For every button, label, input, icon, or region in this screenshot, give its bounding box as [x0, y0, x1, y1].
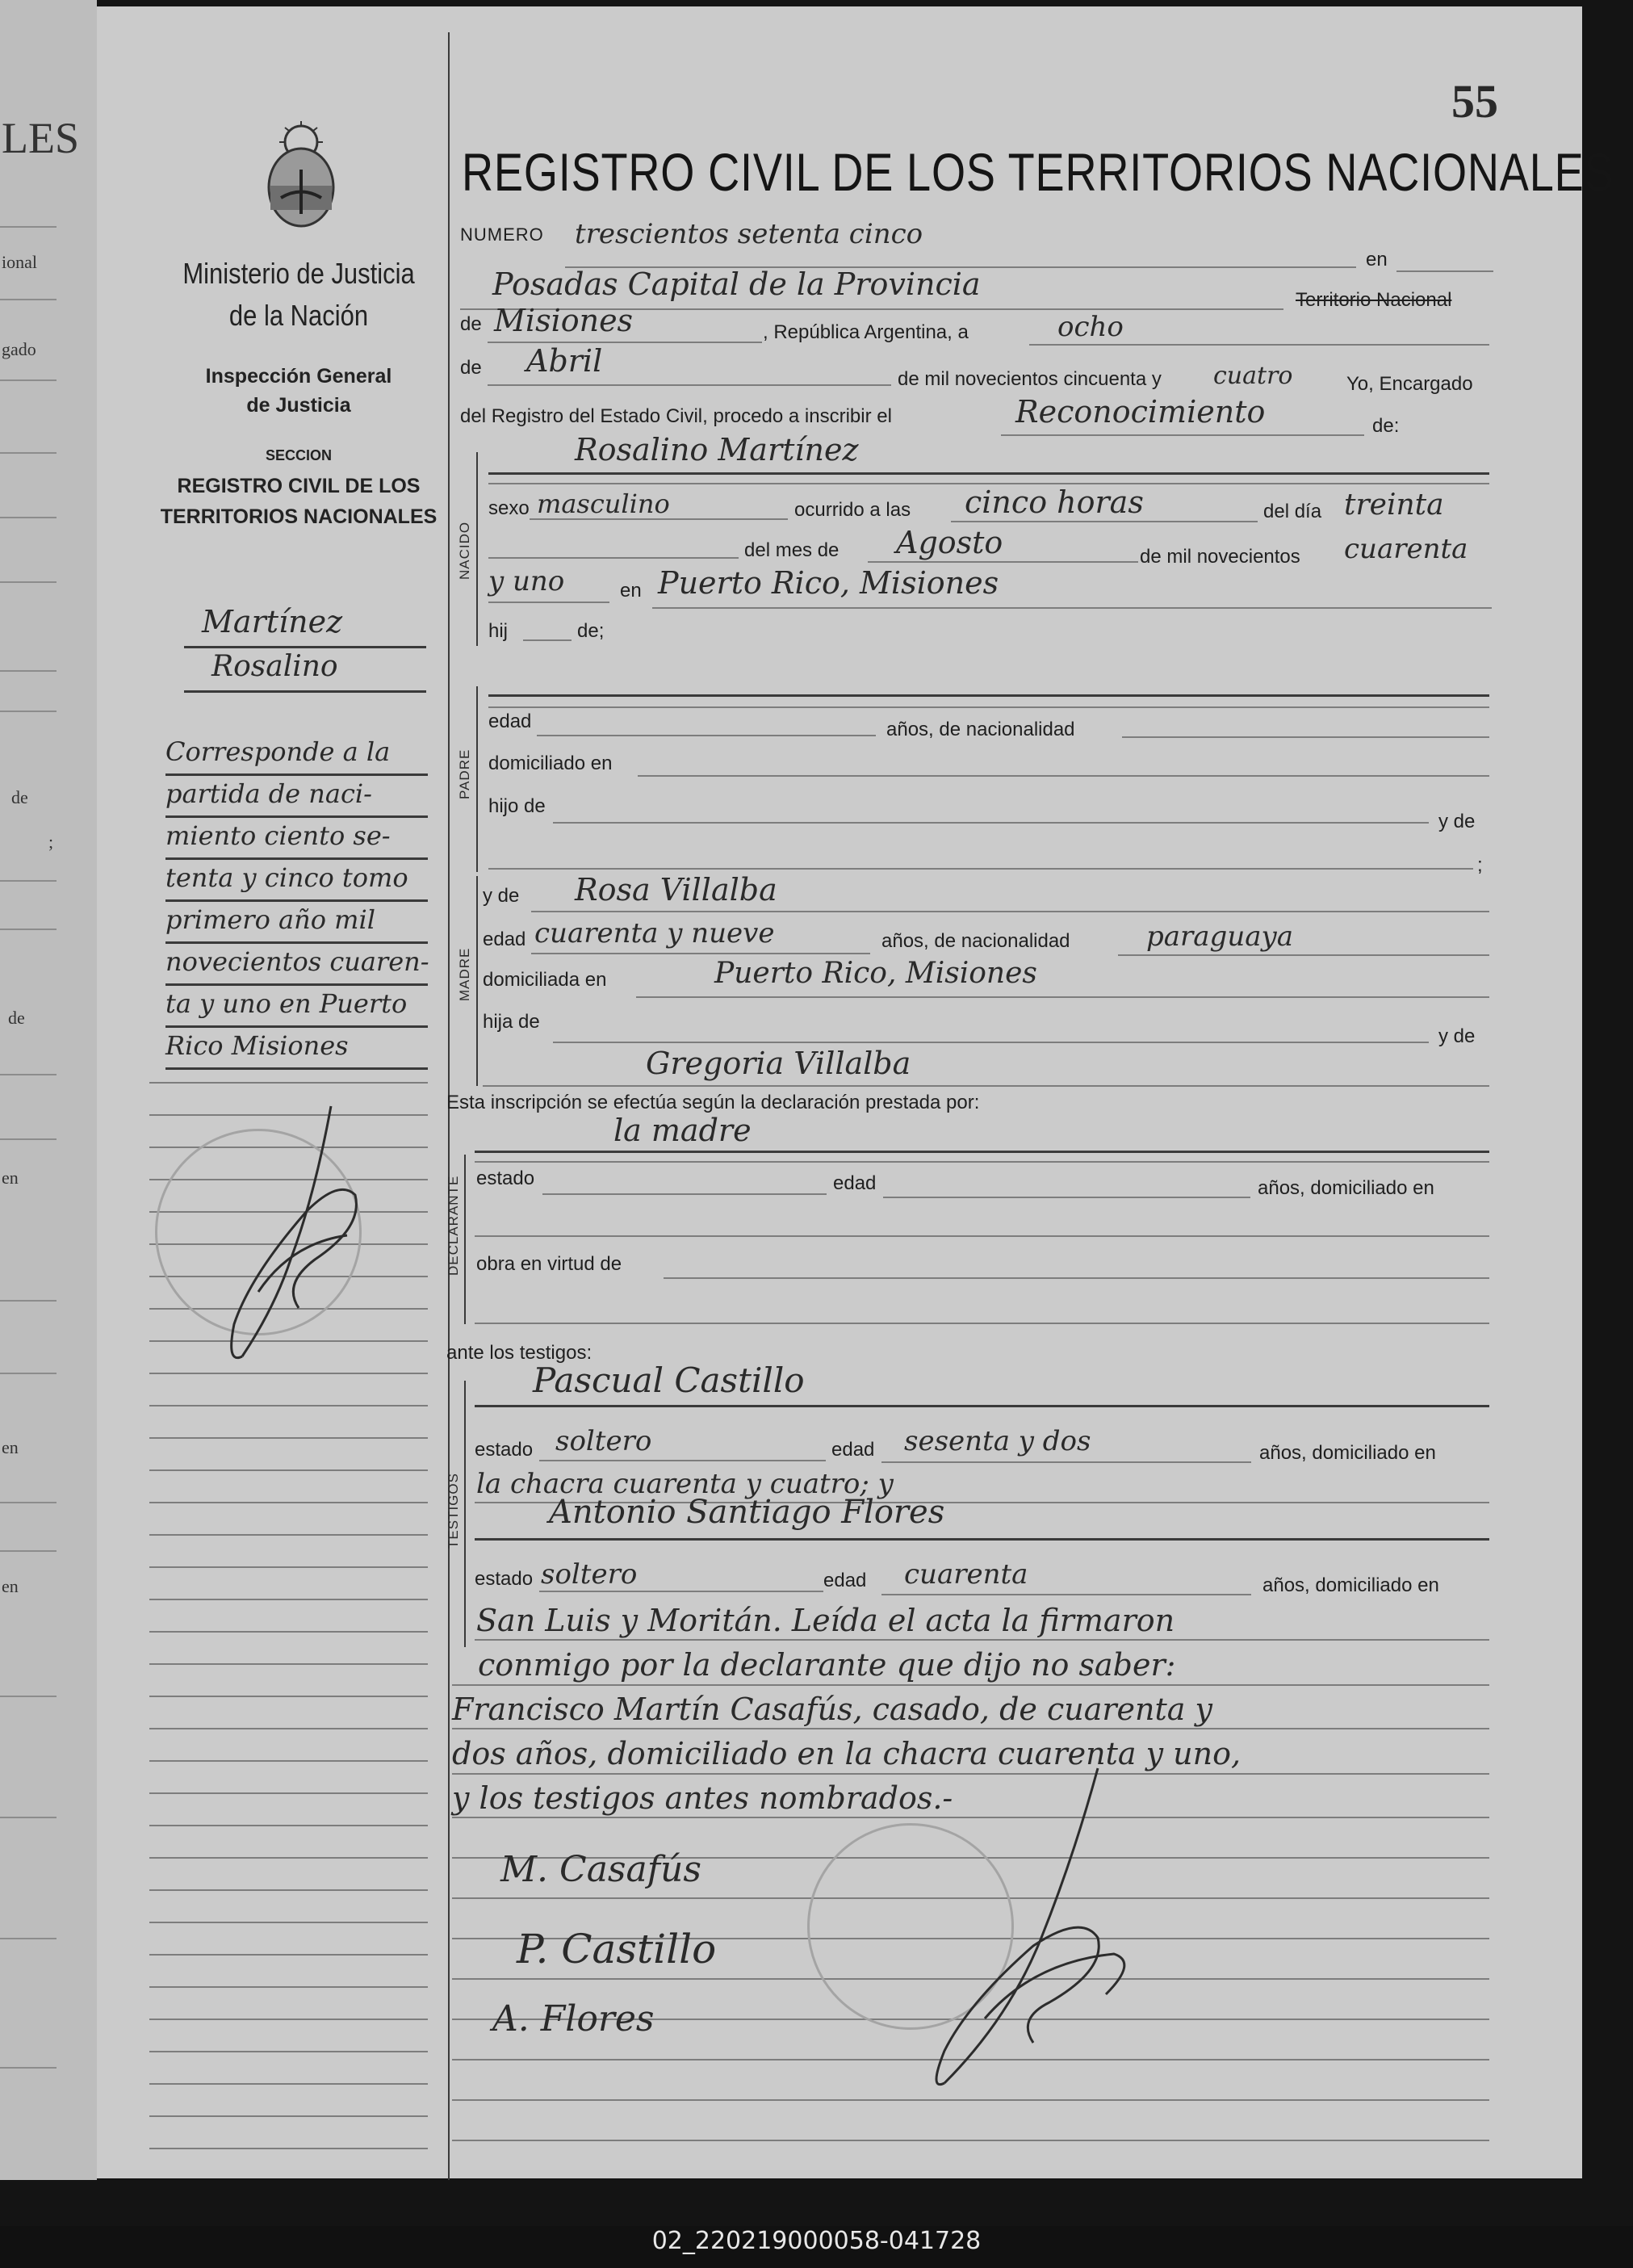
margin-note-line: primero año mil: [165, 904, 375, 935]
value-testigo-1-edad: sesenta y dos: [904, 1425, 1091, 1457]
prev-page-fragment: en: [2, 1437, 19, 1457]
label-del-registro: del Registro del Estado Civil, procedo a inscribir el: [460, 405, 892, 427]
value-madre-domicilio: Puerto Rico, Misiones: [714, 957, 1037, 990]
label-edad-declarante: edad: [833, 1172, 877, 1194]
value-hora: cinco horas: [965, 484, 1144, 520]
previous-page: [0, 0, 97, 2180]
label-estado-testigo-1: estado: [475, 1439, 534, 1461]
value-mes-nacimiento: Agosto: [896, 525, 1003, 560]
value-madre-edad: cuarenta y nueve: [534, 917, 775, 950]
label-ante-testigos: ante los testigos:: [446, 1342, 592, 1364]
value-lugar: Posadas Capital de la Provincia: [492, 266, 981, 302]
label-mil-novecientos: de mil novecientos: [1140, 546, 1300, 568]
text-line-3: Francisco Martín Casafús, casado, de cuarenta y: [452, 1692, 1212, 1727]
value-testigo-1-domicilio: la chacra cuarenta y cuatro; y: [476, 1468, 894, 1500]
signature-1: M. Casafús: [500, 1849, 701, 1890]
signature-2: P. Castillo: [517, 1926, 717, 1972]
value-acto: Reconocimiento: [1015, 394, 1266, 430]
value-nombre: Rosalino Martínez: [575, 432, 859, 467]
label-hijo-de: hijo de: [488, 795, 546, 817]
label-edad-testigo-1: edad: [831, 1439, 875, 1461]
registro-line-2: TERRITORIOS NACIONALES: [160, 505, 438, 528]
value-declarante: la madre: [613, 1113, 752, 1148]
value-dia: ocho: [1057, 311, 1124, 343]
label-hij: hij: [488, 620, 509, 642]
coat-of-arms-icon: [257, 121, 345, 230]
madre-bracket: [476, 876, 478, 1086]
margin-note-line: miento ciento se-: [165, 820, 391, 851]
label-de-2: de: [460, 357, 482, 379]
label-y-de-hija: y de: [1438, 1025, 1476, 1047]
value-madre-nombre: Rosa Villalba: [575, 872, 777, 908]
margin-note-line: tenta y cinco tomo: [165, 862, 408, 893]
margin-note-line: ta y uno en Puerto: [165, 988, 408, 1019]
prev-page-fragment: en: [2, 1576, 19, 1596]
label-obra-virtud: obra en virtud de: [476, 1253, 622, 1275]
label-anos-nacionalidad-padre: años, de nacionalidad: [886, 719, 1075, 740]
seccion-label: SECCION: [265, 447, 332, 463]
margin-note-line: Rico Misiones: [165, 1030, 349, 1061]
prev-page-fragment: ional: [2, 252, 37, 272]
prev-page-fragment: gado: [2, 339, 36, 359]
label-y-de: y de: [1438, 811, 1476, 832]
label-republica: , República Argentina, a: [763, 321, 969, 343]
page-number: 55: [1451, 75, 1498, 128]
label-territorio-nacional: Territorio Nacional: [1296, 289, 1452, 311]
value-sexo: masculino: [537, 488, 670, 519]
margin-signature: [194, 1098, 404, 1381]
text-line-5: y los testigos antes nombrados.-: [452, 1780, 953, 1816]
value-abuela: Gregoria Villalba: [646, 1046, 911, 1081]
label-numero: NUMERO: [460, 224, 544, 245]
label-anos-nacionalidad-madre: años, de nacionalidad: [881, 930, 1070, 952]
value-provincia: Misiones: [494, 303, 634, 338]
label-de-semicolon: de;: [577, 620, 605, 642]
label-y-de-madre: y de: [483, 885, 520, 907]
testigos-bracket: [464, 1381, 466, 1647]
label-mil-novecientos-cincuenta: de mil novecientos cincuenta y: [898, 368, 1162, 390]
label-estado-testigo-2: estado: [475, 1568, 534, 1590]
padre-bracket: [476, 686, 478, 872]
inspeccion-line-2: de Justicia: [246, 394, 351, 417]
prev-page-fragment: en: [2, 1168, 19, 1188]
section-label-madre: MADRE: [457, 947, 472, 1001]
value-testigo-1-estado: soltero: [555, 1425, 652, 1457]
text-line-4: dos años, domiciliado en la chacra cuarenta y uno,: [452, 1736, 1241, 1771]
section-label-nacido: NACIDO: [457, 521, 472, 580]
label-esta-inscripcion: Esta inscripción se efectúa según la declaración prestada por:: [446, 1092, 980, 1113]
label-en: en: [1366, 249, 1388, 270]
text-line-1: San Luis y Moritán. Leída el acta la firmaron: [476, 1603, 1175, 1638]
section-label-declarante: DECLARANTE: [446, 1175, 461, 1276]
label-edad-testigo-2: edad: [823, 1570, 867, 1591]
label-anos-domiciliado-testigo-2: años, domiciliado en: [1262, 1574, 1439, 1596]
text-line-2: conmigo por la declarante que dijo no saber:: [478, 1647, 1176, 1683]
label-anos-domiciliado-declarante: años, domiciliado en: [1258, 1177, 1434, 1199]
registro-line-1: REGISTRO CIVIL DE LOS: [177, 475, 421, 497]
value-testigo-2: Antonio Santiago Flores: [549, 1494, 945, 1531]
label-domiciliado-padre: domiciliado en: [488, 753, 613, 774]
inspeccion-line-1: Inspección General: [205, 365, 392, 388]
label-anos-domiciliado-testigo-1: años, domiciliado en: [1259, 1442, 1436, 1464]
label-sexo: sexo: [488, 497, 530, 519]
value-anio-nacimiento-2: y uno: [488, 565, 565, 597]
section-label-padre: PADRE: [457, 748, 472, 799]
nacido-bracket: [476, 452, 478, 646]
label-de-colon: de:: [1372, 415, 1400, 437]
signature-3: A. Flores: [492, 1998, 655, 2040]
label-en-lugar: en: [620, 580, 642, 602]
value-dia-nacimiento: treinta: [1344, 488, 1444, 522]
value-anio-nacimiento-1: cuarenta: [1344, 533, 1468, 565]
value-mes: Abril: [526, 343, 603, 379]
label-domiciliada: domiciliada en: [483, 969, 607, 991]
label-del-dia: del día: [1263, 501, 1322, 522]
ministry-heading: Ministerio de Justicia: [182, 257, 415, 290]
margin-surname: Martínez: [202, 604, 343, 639]
section-label-testigos: TESTIGOS: [446, 1473, 461, 1549]
label-de: de: [460, 313, 482, 335]
prev-page-fragment: LES: [2, 114, 80, 162]
value-anio: cuatro: [1213, 362, 1293, 390]
value-lugar-nacimiento: Puerto Rico, Misiones: [658, 565, 999, 601]
margin-note-line: partida de naci-: [165, 778, 372, 809]
value-numero: trescientos setenta cinco: [575, 218, 923, 250]
ministry-heading-2: de la Nación: [228, 299, 369, 332]
label-edad-madre: edad: [483, 929, 526, 950]
label-hija-de: hija de: [483, 1011, 540, 1033]
official-signature: [896, 1760, 1162, 2099]
margin-note-line: Corresponde a la: [165, 736, 391, 767]
value-madre-nacionalidad: paraguaya: [1146, 920, 1293, 953]
value-testigo-2-estado: soltero: [541, 1558, 638, 1591]
prev-page-fragment: ;: [48, 832, 54, 852]
label-semicolon: ;: [1477, 854, 1483, 876]
label-edad-padre: edad: [488, 711, 532, 732]
margin-note-line: novecientos cuaren-: [165, 946, 429, 977]
label-ocurrido: ocurrido a las: [794, 499, 911, 521]
document-title: REGISTRO CIVIL DE LOS TERRITORIOS NACIONALES: [462, 142, 1614, 202]
value-testigo-1: Pascual Castillo: [533, 1360, 805, 1400]
margin-given-name: Rosalino: [211, 650, 338, 683]
value-testigo-2-edad: cuarenta: [904, 1558, 1028, 1591]
prev-page-fragment: de: [11, 787, 28, 807]
image-id-caption: 02_220219000058-041728: [651, 2227, 982, 2255]
label-estado-declarante: estado: [476, 1168, 535, 1189]
declarante-bracket: [464, 1155, 466, 1324]
prev-page-fragment: de: [8, 1008, 25, 1028]
label-yo-encargado: Yo, Encargado: [1346, 373, 1473, 395]
label-del-mes: del mes de: [744, 539, 840, 561]
